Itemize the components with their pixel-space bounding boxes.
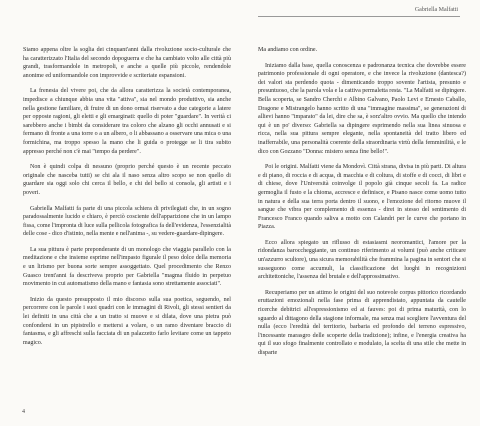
paragraph: Poi le origini. Malfatti viene da Mondovì. Città strana, divisa in più parti. Di altura e di piano, di roccia e di acqua, di macchia e di coltura, di stoffe e di cocci, di libri e di chiese, dove l'Università coinvolge il popolo già cinque secoli fa. La radice germoglia il fusto e la chioma, accresce e definisce, e Pisano nasce come uomo tutto in natura e della sua terra porta dentro il suono, e l'emozione del ritorno muove il sangue che vibra per complemento di essenza - direi in stesso del sentimento di Francesco Franco quando saliva a motto con Calandri per le curve che portano in Piazza.: [258, 164, 466, 231]
left-column: [23, 46, 231, 354]
paragraph: Gabriella Malfatti fa parte di una piccola schiera di privilegiati che, in un sogno paradossalmente lucido e chiaro, è perciò cosciente dell'apparizione che in un lampo fissa, come l'impronta di luce sulla pellicola fotografica fa dell'evidenza, l'essenzialità delle cose - dico d'istinto, nella mente e nell'anima -, su vedere-guardare-dipingere.: [23, 205, 231, 238]
paragraph: La sua pittura è parte preponderante di un monologo che viaggia parallelo con la meditazione e che insieme esprime nell'impasto figurale il peso dolce della memoria e un lirismo per buona sorte sempre assoggettato. Quel procedimento che Renzo Guasco trent'anni fa descriveva proprio per Gabriella "magma fluido in perpetuo movimento in cui automatismo della mano e fantasia sono strettamente associati".: [23, 246, 231, 288]
header-rule: [258, 16, 460, 17]
paragraph: Iniziamo dalla base, quella conoscenza e padronanza tecnica che dovrebbe essere patrimonio professionale di ogni operatore, e che invece la rivoluzione (dantesca?) dei valori sta perdendo quota - dimenticando troppo sovente l'artista, presunto e presuntuoso, che la parola vola e la cattiva permaletta resta. "La Malfatti se dipingere. Bella scoperta, se Sandro Cherchi e Albino Galvano, Paolo Levi e Ernesto Caballo, Dragone e Mistrangelo hanno scritto di una "immagine massima", se generazioni di allievi hanno "imparato" da lei, dire che sa, è sorz'altro ovvio. Ma quello che intendo qui è un po' diverso: Gabriella sa dipingere esprimendo nella sua linea sinuosa e ricca, nella sua pittura sempre elegante, nella spontaneità del tratto libero ed inafferrabile, una personalità coerente della straordinaria virtù della femminilità, e le dico con Gozzano "Donna: mistero senza fine bello!".: [258, 62, 466, 155]
right-column: [258, 46, 466, 365]
paragraph: Non è quindi colpa di nessuno (proprio perché questo è un recente peccato originale che nasceba tutti) se chi ala il naso senza altro scopo se non quello di guardare sia oggi solo chi cerca il bello, e chi del bello si consola, gli artisti e i poveri.: [23, 164, 231, 196]
paragraph: Ecco allora spiegato un riflusso di estasiasmi neoromantici, l'amore per la ridondanza baroccheggiante, un continuo riferimento ai volumi (può anche criticare un'azzurro scultore), una sicura memorabilità che frammina la pagina in sentori che si susseguono come accumuli, la classificazione dei luoghi in recognizioni architettoniche, l'assenza del brutale e dell'approssimativo.: [258, 239, 466, 281]
paragraph: Siamo appena oltre la soglia dei cinquant'anni dalla rivoluzione socio-culturale che ha caratterizzato l'Italia del secondo dopoguerra e che ha cambiato volto alle città più grandi, trasformandole in metropoli, e anche a quelle più piccole, rendendole anonime ed uniformandole con improvvide e scriteriate espansioni.: [23, 47, 231, 79]
paragraph: Inizio da questo presupposto il mio discorso sulla sua poetica, seguendo, nel percorrere con le parole i suoi quadri con le immagini di Rivoli, gli stessi sentieri da lei definiti in una città che a un tratto si muove e si dilata, dove una pietra può confondersi in un pipistrello e mettersi a volare, o un ramo diventare braccio di fantasma, e gli affreschi sulla facciata di un palazzetto farlo levitare come un tappeto magico.: [23, 296, 231, 346]
running-title: Gabriella Malfatti: [414, 7, 458, 13]
paragraph: Ma andiamo con ordine.: [258, 47, 318, 53]
paragraph: Recuperiamo per un attimo le origini del suo notevole corpus pittorico ricordando eruttazioni emozionali nella fase prima di apprendistato, appuntata da cautelle ricerche debitrici all'espressionismo ed ai fauves: poi di prima maturità, con lo sguardo al dittagono della stagione informale, ma senza mai scegliere l'avventura del nulla (ecco l'eredità del territorio, barbaria ed profondo del terreno espressivo, l'incessante marasgro delle scoperte della tradizione); infine, e l'energia creativa ha qui il suo sfogo finalmente controllato e modulato, la scelta di una stile che mette in disparte: [258, 289, 466, 356]
paragraph: La frenesia del vivere poi, che da allora caratterizza la società contemporanea, impedisce a chiunque abbia una vita "attiva", sia nel mondo produttivo, sia anche nella gestione familiare, di fruire di un dono ormai riservato a due categorie a latere per opposte ragioni, gli eletti e gli emarginati: quello di poter "guardare". In verità ci sarebbero anche i bimbi da considerare tra coloro che alzano gli occhi annusati e si fermano di fronte a una torre o a un albero, o li abbassano a osservare una mica o una formichina, ma troppo spesso la mano che li guida o protegge se li tira subito appresso perché non c'è mai "tempo da perdere".: [23, 88, 231, 155]
page-number: 4: [22, 409, 25, 415]
